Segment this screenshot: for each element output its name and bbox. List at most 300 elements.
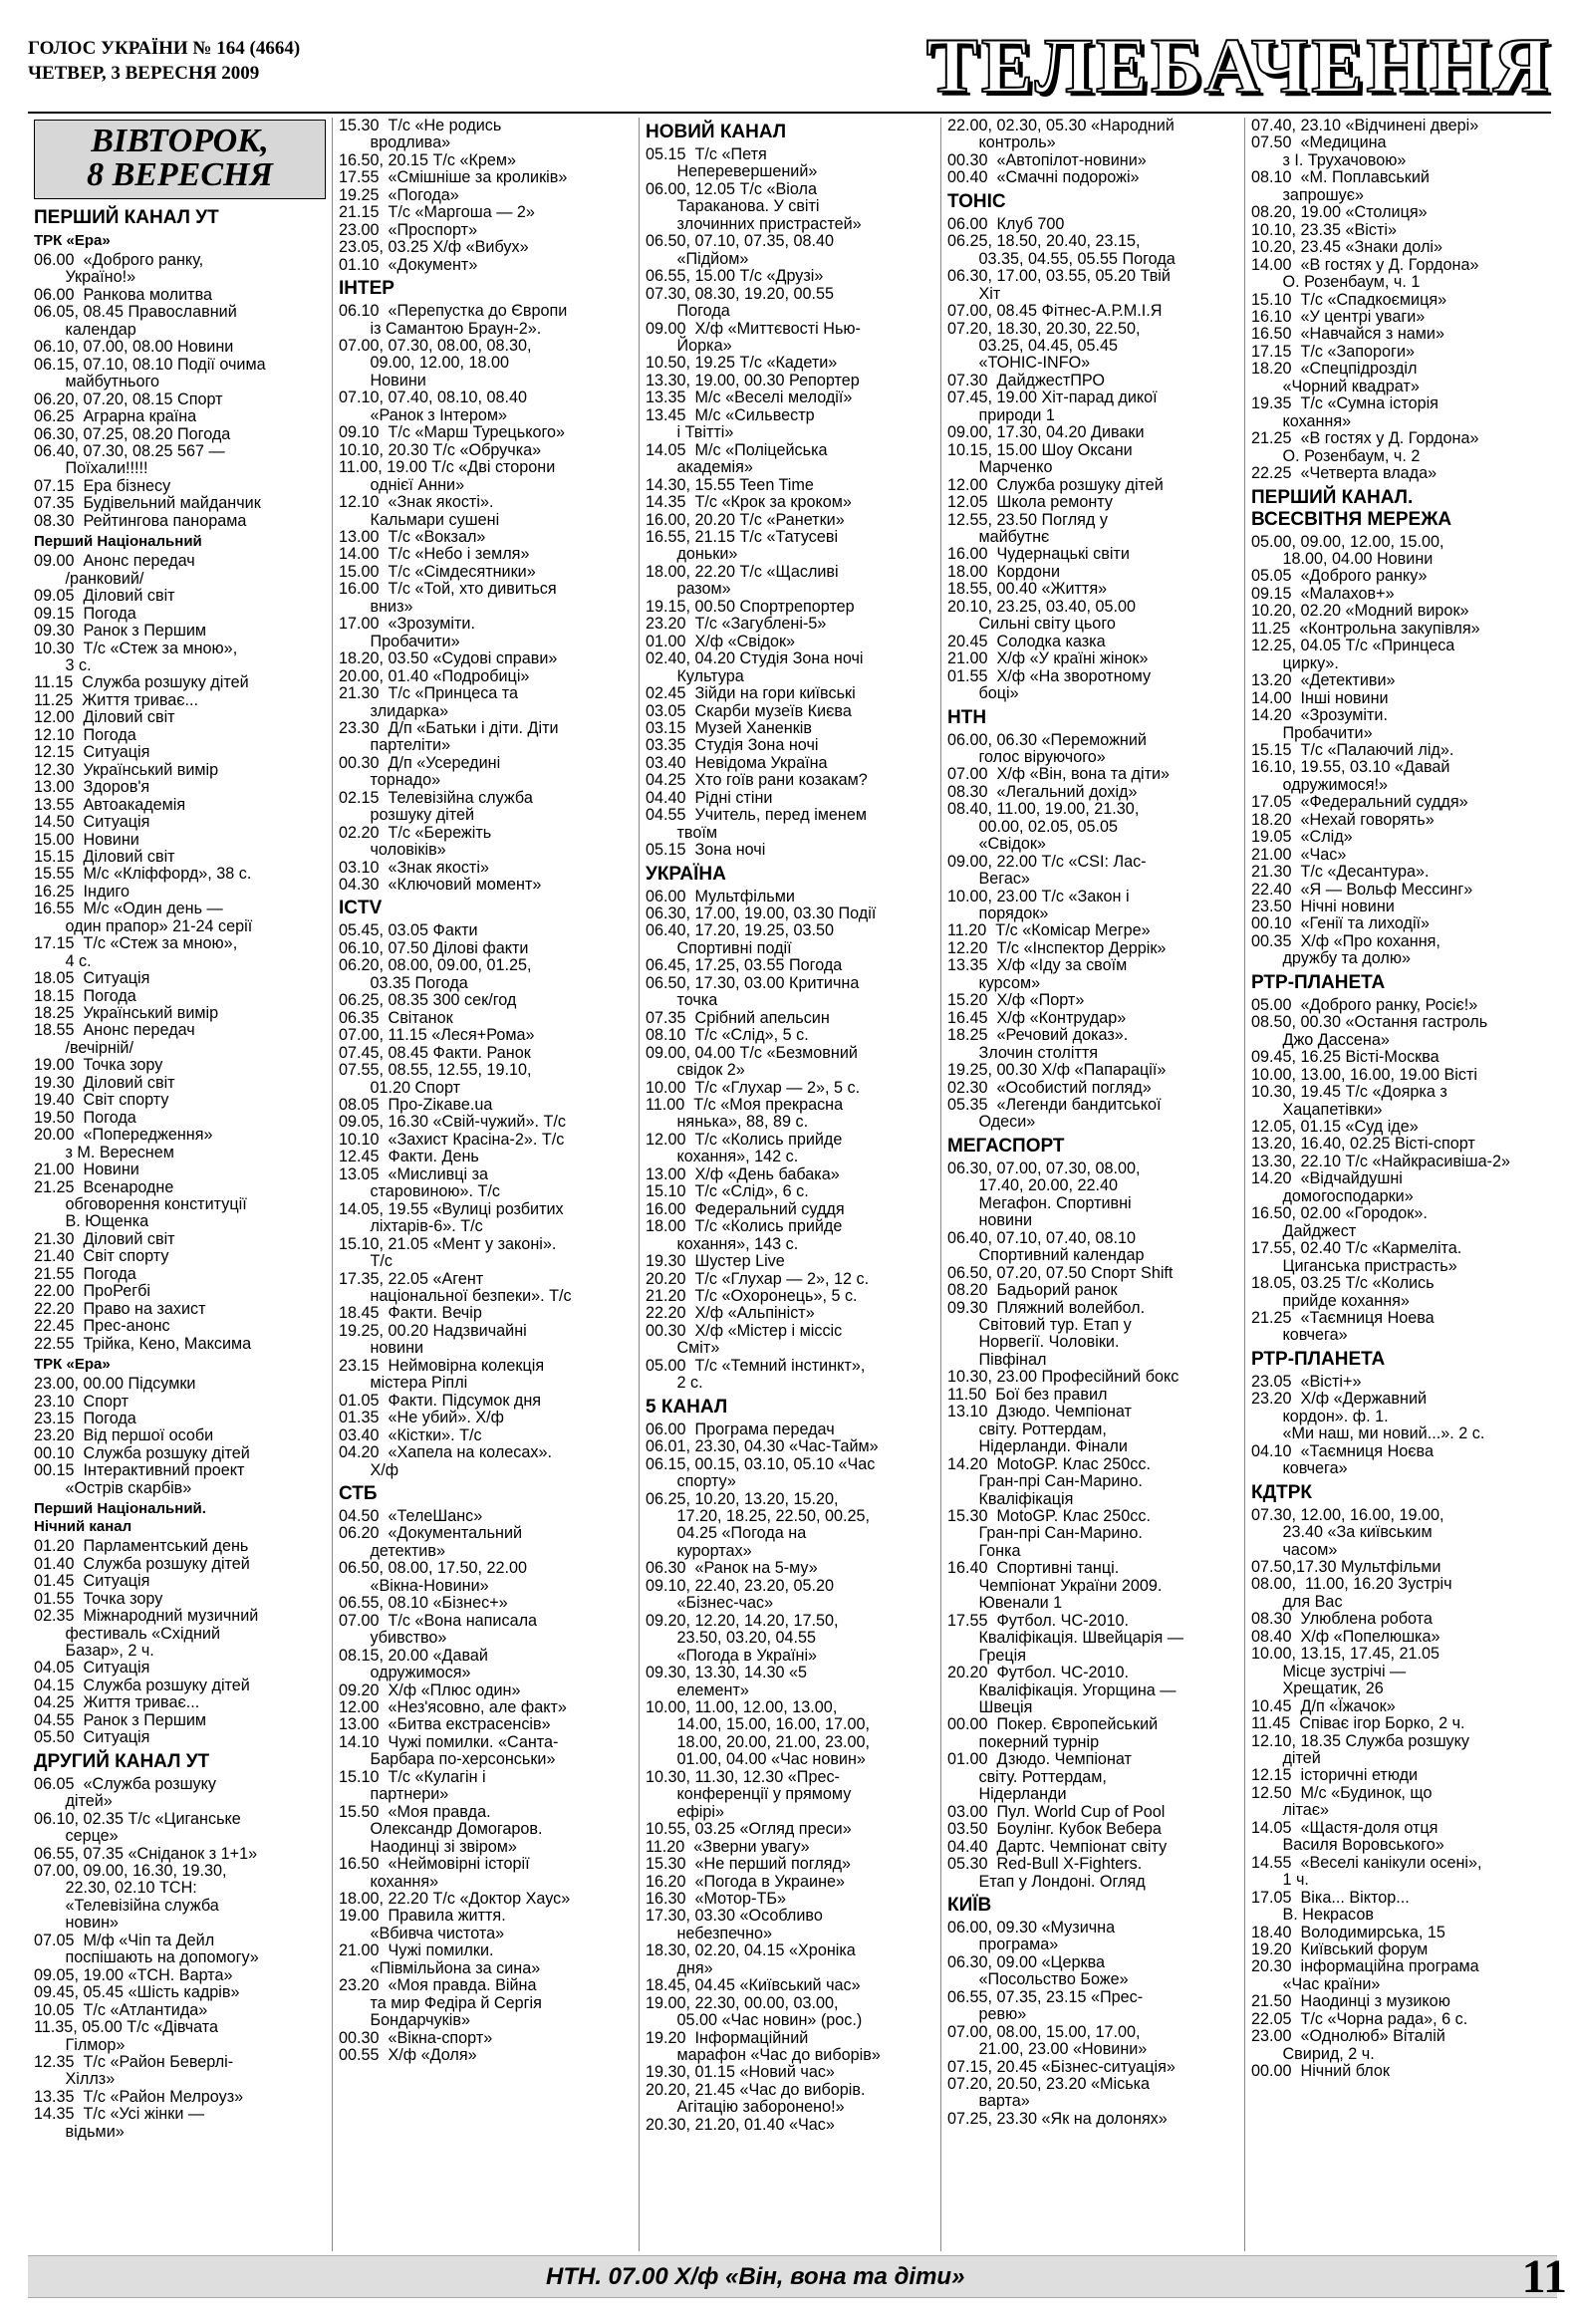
schedule-entry: 15.00 Т/с «Сімдесятники» [339,562,536,581]
schedule-entry: 19.00 Точка зору [34,1056,163,1075]
schedule-entry: 07.30, 12.00, 16.00, 19.00, 23.40 «За київським часом» [1251,1505,1444,1559]
schedule-entry: 19.25 «Погода» [339,185,459,204]
schedule-entry: 19.20 Інформаційний марафон «Час до виборів» [646,2028,881,2065]
schedule-entry: 14.35 Т/с «Крок за кроком» [646,493,852,512]
schedule-entry: 20.00, 01.40 «Подробиці» [339,666,530,685]
schedule-entry: 11.00 Т/с «Моя прекрасна нянька», 88, 89 с. [646,1096,844,1132]
schedule-entry: 15.20 Х/ф «Порт» [947,991,1085,1010]
schedule-entry: 21.30 Т/с «Десантура». [1251,863,1430,882]
schedule-entry: 10.30, 11.30, 12.30 «Прес- конференції у прямому ефірі» [646,1767,852,1821]
schedule-entry: 21.20 Т/с «Охоронець», 5 с. [646,1287,858,1305]
schedule-entry: 11.25 Життя триває... [34,690,199,709]
schedule-entry: 08.15, 20.00 «Давай одружимося» [339,1646,488,1682]
schedule-entry: 08.50, 00.30 «Остання гастроль Джо Дассена» [1251,1013,1488,1049]
schedule-entry: 03.50 Боулінг. Кубок Вебера [947,1820,1162,1839]
schedule-entry: 05.05 «Доброго ранку» [1251,567,1428,586]
schedule-entry: 16.00 Чудернацькі світи [947,545,1130,564]
schedule-entry: 14.00 «В гостях у Д. Гордона» О. Розенбаум, ч. 1 [1251,255,1479,292]
schedule-entry: 14.30, 15.55 Teen Time [646,475,814,494]
schedule-entry: 21.25 Всенародне обговорення конституції В. Ющенка [34,1177,247,1231]
schedule-entry: 06.10, 02.35 Т/с «Циганське серце» [34,1809,241,1846]
schedule-entry: 10.05 Т/с «Атлантида» [34,2000,208,2019]
schedule-entry: 07.00, 08.45 Фітнес-А.Р.М.І.Я [947,302,1163,321]
schedule-entry: 00.15 Інтерактивний проект «Острів скарбів» [34,1461,245,1497]
schedule-entry: 22.55 Трійка, Кено, Максима [34,1334,252,1353]
schedule-entry: 23.00 «Однолюб» Віталій Свирид, 2 ч. [1251,2027,1445,2063]
schedule-entry: 14.55 «Веселі канікули осені», 1 ч. [1251,1853,1482,1890]
schedule-entry: 23.30 Д/п «Батьки і діти. Діти партеліти» [339,718,559,755]
schedule-entry: 01.20 Парламентський день [34,1537,249,1556]
schedule-entry: 23.20 Т/с «Загублені-5» [646,615,827,634]
schedule-entry: 10.30 Т/с «Стеж за мною», 3 с. [34,639,238,674]
schedule-entry: 06.10, 07.50 Ділові факти [339,938,529,957]
schedule-entry: 09.15 Погода [34,604,136,623]
schedule-column-2 [332,118,639,2251]
channel-heading: КИЇВ [947,1894,992,1916]
schedule-entry: 10.55, 03.25 «Огляд преси» [646,1820,852,1839]
schedule-entry: 22.45 Прес-анонс [34,1317,170,1336]
schedule-entry: 20.20 Футбол. ЧС-2010. Кваліфікація. Угорщина — Швеція [947,1664,1177,1716]
schedule-entry: 09.00, 22.00 Т/с «CSI: Лас- Вегас» [947,852,1147,889]
schedule-entry: 13.00 Х/ф «День бабака» [646,1164,840,1183]
schedule-entry: 23.20 Х/ф «Державний кордон». ф. 1. «Ми наш, ми новий...». 2 с. [1251,1390,1485,1443]
schedule-entry: 09.05, 16.30 «Свій-чужий». Т/с [339,1113,566,1132]
channel-heading: СТБ [339,1482,378,1504]
schedule-entry: 01.45 Ситуація [34,1572,150,1591]
schedule-entry: 13.30, 22.10 Т/с «Найкрасивіша-2» [1251,1152,1511,1170]
schedule-entry: 16.50 «Навчайся з нами» [1251,325,1444,344]
schedule-entry: 10.10, 23.35 «Вісті» [1251,220,1398,239]
footer-bar [28,2255,1557,2298]
schedule-entry: 01.00 Х/ф «Свідок» [646,632,796,650]
schedule-entry: 14.05, 19.55 «Вулиці розбитих ліхтарів-6». Т/с [339,1199,564,1236]
schedule-entry: 17.15 Т/с «Запороги» [1251,342,1415,361]
schedule-entry: 20.30, 21.20, 01.40 «Час» [646,2115,835,2134]
schedule-entry: 16.50 «Неймовірні історії кохання» [339,1855,530,1891]
schedule-entry: 02.20 Т/с «Бережіть чоловіків» [339,823,492,860]
schedule-entry: 06.15, 07.10, 08.10 Події очима майбутнього [34,355,266,391]
schedule-entry: 23.20 «Моя правда. Війна та мир Федіра й Сергія Бондарчуків» [339,1976,542,2030]
schedule-entry: 18.20 «Нехай говорять» [1251,810,1435,829]
page-number: 11 [1521,2250,1567,2303]
schedule-entry: 02.15 Телевізійна служба розшуку дітей [339,788,533,825]
schedule-entry: 00.30 «Вікна-спорт» [339,2028,493,2047]
column-content [1251,118,1546,2081]
schedule-entry: 15.10 Т/с «Кулагін і партнери» [339,1767,486,1804]
schedule-entry: 16.45 Х/ф «Контрудар» [947,1008,1127,1027]
schedule-entry: 06.20, 08.00, 09.00, 01.25, 03.35 Погода [339,956,532,992]
schedule-entry: 14.35 Т/с «Усі жінки — відьми» [34,2105,205,2141]
schedule-entry: 06.40, 07.30, 08.25 567 — Поїхали!!!!! [34,441,225,478]
schedule-entry: 23.50 Нічні новини [1251,898,1395,916]
schedule-entry: 04.40 Рідні стіни [646,788,773,807]
schedule-entry: 06.00, 09.30 «Музична програма» [947,1918,1116,1954]
schedule-entry: 11.25 «Контрольна закупівля» [1251,619,1480,638]
schedule-entry: 18.05, 03.25 Т/с «Колись прийде кохання» [1251,1274,1435,1310]
schedule-entry: 13.10 Дзюдо. Чемпіонат світу. Роттердам, Нідерланди. Фінали [947,1403,1132,1456]
schedule-entry: 06.00 Програма передач [646,1420,835,1438]
schedule-entry: 15.30 MotoGP. Клас 250cc. Гран-прі Сан-Марино. Гонка [947,1506,1151,1560]
schedule-entry: 03.40 «Кістки». Т/с [339,1425,482,1444]
schedule-entry: 14.50 Ситуація [34,813,150,832]
schedule-entry: 21.55 Погода [34,1264,136,1283]
schedule-entry: 06.25 Аграрна країна [34,407,197,426]
schedule-entry: 05.15 Т/с «Петя Неперевершений» [646,145,818,181]
footer-promo: НТН. 07.00 Х/ф «Він, вона та діти» [546,2263,965,2290]
schedule-entry: 15.10 Т/с «Спадкоємиця» [1251,290,1447,309]
schedule-entry: 06.10, 07.00, 08.00 Новини [34,338,234,357]
schedule-entry: 12.05 Школа ремонту [947,493,1113,512]
schedule-entry: 12.05, 01.15 «Суд іде» [1251,1118,1419,1137]
schedule-entry: 21.25 «В гостях у Д. Гордона» О. Розенбаум, ч. 2 [1251,429,1479,465]
schedule-column-1 [28,118,332,2251]
schedule-entry: 16.00 Т/с «Той, хто дивиться вниз» [339,580,557,616]
schedule-entry: 07.35 Будівельний майданчик [34,494,261,513]
schedule-subheading: Перший Національний. Нічний канал [34,1500,206,1536]
schedule-entry: 06.30, 09.00 «Церква «Посольство Боже» [947,1952,1129,1989]
schedule-entry: 13.20 «Детективи» [1251,671,1396,690]
schedule-entry: 18.00, 22.20 Т/с «Щасливі разом» [646,562,839,599]
schedule-entry: 08.30 «Легальний дохід» [947,782,1138,801]
schedule-entry: 21.30 Т/с «Принцеса та злидарка» [339,684,519,720]
schedule-entry: 08.05 Про-Zікаве.ua [339,1096,493,1115]
schedule-entry: 06.00, 06.30 «Переможний голос віруючого» [947,730,1147,766]
schedule-entry: 21.50 Наодинці з музикою [1251,1992,1450,2011]
schedule-entry: 15.00 Новини [34,830,139,849]
schedule-entry: 18.25 «Речовий доказ». Злочин століття [947,1026,1129,1062]
schedule-entry: 08.40 Х/ф «Попелюшка» [1251,1627,1440,1646]
schedule-entry: 09.00 Х/ф «Миттєвості Нью- Йорка» [646,319,861,355]
schedule-entry: 18.20 «Спецпідрозділ «Чорний квадрат» [1251,360,1420,395]
schedule-entry: 09.10 Т/с «Марш Турецького» [339,423,566,442]
schedule-entry: 09.00 Анонс передач /ранковий/ [34,552,195,588]
schedule-entry: 13.45 М/с «Сильвестр і Твітті» [646,405,815,442]
schedule-entry: 07.00, 07.30, 08.00, 08.30, 09.00, 12.00, 18.00 Новини [339,336,532,389]
schedule-entry: 19.00 Правила життя. «Вбивча чистота» [339,1907,506,1942]
schedule-entry: 12.35 Т/с «Район Беверлі- Хіллз» [34,2052,234,2089]
channel-heading: ІНТЕР [339,278,394,300]
schedule-entry: 10.10, 20.30 Т/с «Обручка» [339,440,542,459]
schedule-entry: 05.00 «Доброго ранку, Росіє!» [1251,995,1478,1014]
channel-heading: МЕГАСПОРТ [947,1135,1065,1157]
schedule-entry: 19.50 Погода [34,1108,136,1127]
schedule-entry: 08.10 «М. Поплавський запрошує» [1251,168,1430,204]
schedule-entry: 02.40, 04.20 Студія Зона ночі Культура [646,649,864,685]
schedule-entry: 07.40, 23.10 «Відчинені двері» [1251,118,1479,134]
schedule-entry: 20.45 Солодка казка [947,632,1106,650]
schedule-entry: 13.30, 19.00, 00.30 Репортер [646,371,860,389]
schedule-entry: 06.25, 10.20, 13.20, 15.20, 17.20, 18.25, 22.50, 00.25, 04.25 «Погода на курортах» [646,1489,870,1560]
schedule-entry: 19.25, 00.20 Надзвичайні новини [339,1321,527,1358]
schedule-entry: 10.30, 19.45 Т/с «Доярка з Хацапетівки» [1251,1083,1447,1119]
schedule-entry: 22.00 ПроРегбі [34,1282,151,1301]
schedule-entry: 12.00 «Нез'ясовно, але факт» [339,1697,567,1716]
schedule-entry: 01.10 «Документ» [339,255,478,274]
schedule-entry: 06.55, 07.35, 23.15 «Прес- ревю» [947,1987,1144,2024]
schedule-entry: 11.15 Служба розшуку дітей [34,673,249,692]
schedule-entry: 12.55, 23.50 Погляд у майбутнє [947,510,1108,546]
schedule-entry: 07.45, 08.45 Факти. Ранок [339,1043,531,1062]
schedule-entry: 00.40 «Смачні подорожі» [947,168,1140,187]
masthead [28,22,1552,109]
channel-heading: ПЕРШИЙ КАНАЛ. ВСЕСВІТНЯ МЕРЕЖА [1251,486,1452,530]
schedule-entry: 10.00, 11.00, 12.00, 13.00, 14.00, 15.00, 16.00, 17.00, 18.00, 20.00, 21.00, 23.00, 01.00, 04.00 «Час новин» [646,1697,870,1769]
schedule-entry: 07.20, 18.30, 20.30, 22.50, 03.25, 04.45, 05.45 «ТОНІС-INFO» [947,319,1141,373]
schedule-entry: 19.30 Шустер Live [646,1252,785,1271]
schedule-entry: 19.25, 00.30 Х/ф «Папарації» [947,1061,1167,1080]
schedule-entry: 00.35 Х/ф «Про кохання, дружбу та долю» [1251,931,1440,968]
schedule-entry: 15.50 «Моя правда. Олександр Домогаров. Наодинці зі звіром» [339,1802,543,1856]
schedule-entry: 21.00 Чужі помилки. «Півмільйона за сина» [339,1941,541,1977]
schedule-entry: 19.30, 01.15 «Новий час» [646,2063,835,2082]
schedule-entry: 21.40 Світ спорту [34,1247,169,1266]
schedule-entry: 17.05 «Федеральний суддя» [1251,793,1468,812]
schedule-entry: 12.30 Український вимір [34,760,219,779]
schedule-entry: 06.55, 15.00 Т/с «Друзі» [646,267,824,286]
schedule-entry: 07.00 Х/ф «Він, вона та діти» [947,765,1171,784]
schedule-entry: 02.35 Міжнародний музичний фестиваль «Східний Базар», 2 ч. [34,1607,259,1660]
channel-heading: НОВИЙ КАНАЛ [646,122,787,142]
schedule-entry: 12.10, 18.35 Служба розшуку дітей [1251,1731,1470,1767]
schedule-entry: 19.40 Світ спорту [34,1091,169,1110]
schedule-entry: 05.30 Red-Bull X-Fighters. Етап у Лондоні. Огляд [947,1855,1146,1891]
schedule-entry: 04.30 «Ключовий момент» [339,876,542,895]
section-title: ТЕЛЕБАЧЕННЯ [925,22,1552,109]
schedule-entry: 20.20, 21.45 «Час до виборів. Агітацію заборонено!» [646,2080,866,2117]
schedule-entry: 06.50, 07.20, 07.50 Спорт Shift [947,1263,1174,1282]
channel-heading: РТР-ПЛАНЕТА [1251,1348,1386,1370]
schedule-entry: 01.55 Точка зору [34,1589,163,1608]
schedule-entry: 09.30 Пляжний волейбол. Світовий тур. Етап у Норвегії. Чоловіки. Півфінал [947,1298,1146,1369]
schedule-entry: 08.30 Улюблена робота [1251,1610,1433,1629]
schedule-entry: 22.20 Право на захист [34,1299,206,1318]
schedule-entry: 18.25 Український вимір [34,1004,219,1023]
schedule-entry: 13.00 «Битва екстрасенсів» [339,1715,551,1734]
paper-name-issue: ГОЛОС УКРАЇНИ № 164 (4664) [28,38,301,59]
schedule-entry: 19.35 Т/с «Сумна історія кохання» [1251,394,1439,430]
schedule-entry: 23.00 «Проспорт» [339,220,478,239]
schedule-entry: 10.00, 13.00, 16.00, 19.00 Вісті [1251,1065,1478,1084]
schedule-entry: 15.10 Т/с «Слід», 6 с. [646,1182,809,1201]
channel-heading: КДТРК [1251,1481,1313,1503]
schedule-entry: 17.30, 03.30 «Особливо небезпечно» [646,1907,823,1942]
schedule-entry: 18.40 Володимирська, 15 [1251,1923,1445,1941]
schedule-entry: 00.00 Покер. Європейський покерний турнір [947,1715,1159,1751]
schedule-entry: 06.30, 07.25, 08.20 Погода [34,424,231,443]
schedule-entry: 13.35 Х/ф «Іду за своїм курсом» [947,956,1128,992]
schedule-entry: 03.10 «Знак якості» [339,858,489,877]
schedule-entry: 12.45 Факти. День [339,1148,479,1166]
schedule-entry: 17.55, 02.40 Т/с «Кармеліта. Циганська пристрасть» [1251,1239,1462,1275]
schedule-entry: 08.40, 11.00, 19.00, 21.30, 00.00, 02.05, 05.05 «Свідок» [947,800,1140,854]
schedule-entry: 06.30, 17.00, 03.55, 05.20 Твій Хіт [947,267,1171,303]
schedule-entry: 07.10, 07.40, 08.10, 08.40 «Ранок з Інтером» [339,388,528,424]
schedule-entry: 06.05 «Служба розшуку дітей» [34,1774,217,1811]
schedule-entry: 04.55 Учитель, перед іменем твоїм [646,806,867,842]
schedule-entry: 18.45 Факти. Вечір [339,1304,482,1323]
schedule-entry: 23.20 Від першої особи [34,1426,214,1445]
schedule-entry: 08.30 Рейтингова панорама [34,511,247,530]
schedule-entry: 13.55 Автоакадемія [34,795,186,814]
channel-heading: ПЕРШИЙ КАНАЛ УТ [34,207,219,228]
schedule-entry: 23.15 Погода [34,1410,136,1427]
schedule-entry: 16.10 «У центрі уваги» [1251,307,1426,326]
schedule-entry: 17.00 «Зрозуміти. Пробачити» [339,615,475,650]
schedule-entry: 09.05 Діловий світ [34,587,175,606]
schedule-entry: 16.40 Спортивні танці. Чемпіонат України 2009. Ювенали 1 [947,1559,1163,1613]
column-content [947,118,1238,2128]
schedule-entry: 21.00 Новини [34,1161,139,1179]
schedule-entry: 13.20, 16.40, 02.25 Вісті-спорт [1251,1135,1475,1154]
schedule-entry: 15.10, 21.05 «Мент у законі». Т/с [339,1234,557,1271]
schedule-entry: 04.15 Служба розшуку дітей [34,1676,250,1694]
schedule-entry: 21.30 Діловий світ [34,1229,175,1248]
schedule-entry: 12.20 Т/с «Інспектор Деррік» [947,938,1167,957]
schedule-entry: 16.00 Федеральний суддя [646,1199,845,1218]
column-content [646,122,934,2134]
schedule-entry: 10.00, 23.00 Т/с «Закон і порядок» [947,887,1130,923]
schedule-entry: 10.00 Т/с «Глухар — 2», 5 с. [646,1078,861,1097]
schedule-entry: 19.20 Київський форум [1251,1939,1429,1958]
schedule-entry: 03.35 Студія Зона ночі [646,736,819,755]
schedule-entry: 07.00, 11.15 «Леся+Рома» [339,1026,535,1045]
schedule-entry: 08.20, 19.00 «Столиця» [1251,203,1428,222]
schedule-columns [28,118,1552,2251]
schedule-entry: 14.05 М/с «Поліцейська академія» [646,440,828,477]
schedule-entry: 01.35 «Не убий». Х/ф [339,1409,504,1427]
schedule-entry: 00.00 Нічний блок [1251,2062,1391,2081]
schedule-subheading: ТРК «Ера» [34,232,111,249]
schedule-entry: 07.05 М/ф «Чіп та Дейл поспішають на допомогу» [34,1931,259,1967]
schedule-entry: 06.15, 00.15, 03.10, 05.10 «Час спорту» [646,1454,876,1491]
schedule-entry: 17.35, 22.05 «Агент національної безпеки». Т/с [339,1269,572,1305]
channel-heading: НТН [947,706,987,728]
schedule-entry: 07.20, 20.50, 23.20 «Міська варта» [947,2075,1151,2111]
schedule-entry: 04.05 Ситуація [34,1659,150,1678]
schedule-entry: 06.50, 07.10, 07.35, 08.40 «Підйом» [646,232,835,268]
schedule-entry: 14.20 «Зрозуміти. Пробачити» [1251,706,1388,742]
schedule-entry: 11.35, 05.00 Т/с «Дівчата Гілмор» [34,2018,219,2054]
schedule-entry: 09.30 Ранок з Першим [34,622,207,641]
schedule-entry: 07.55, 08.55, 12.55, 19.10, 01.20 Спорт [339,1061,532,1097]
schedule-entry: 18.15 Погода [34,986,136,1005]
schedule-entry: 23.15 Неймовірна колекція містера Ріплі [339,1356,545,1393]
schedule-entry: 06.00 Клуб 700 [947,214,1065,233]
schedule-entry: 09.45, 05.45 «Шість кадрів» [34,1983,240,2002]
schedule-entry: 10.20, 23.45 «Знаки долі» [1251,238,1442,257]
schedule-entry: 20.30 інформаційна програма «Час країни» [1251,1957,1479,1993]
schedule-entry: 17.55 «Смішніше за кроликів» [339,168,568,187]
schedule-entry: 06.05, 08.45 Православний календар [34,303,237,339]
schedule-entry: 16.30 «Мотор-ТБ» [646,1889,786,1908]
schedule-entry: 10.15, 15.00 Шоу Оксани Марченко [947,440,1133,477]
schedule-entry: 04.55 Ранок з Першим [34,1710,207,1729]
schedule-entry: 16.25 Індиго [34,882,130,901]
schedule-entry: 03.40 Невідома Україна [646,753,828,772]
schedule-entry: 06.50, 08.00, 17.50, 22.00 «Вікна-Новини» [339,1559,528,1595]
schedule-entry: 21.00 «Час» [1251,845,1347,864]
schedule-entry: 13.05 «Мисливці за старовиною». Т/с [339,1164,501,1201]
schedule-entry: 12.50 М/с «Будинок, що літає» [1251,1783,1433,1820]
schedule-entry: 11.50 Бої без правил [947,1385,1108,1404]
schedule-entry: 20.20 Т/с «Глухар — 2», 12 с. [646,1269,870,1288]
schedule-entry: 21.25 «Таємниця Ноева ковчега» [1251,1309,1435,1345]
schedule-entry: 01.05 Факти. Підсумок дня [339,1391,542,1410]
schedule-entry: 04.40 Дартс. Чемпіонат світу [947,1837,1168,1856]
schedule-entry: 06.35 Світанок [339,1008,453,1027]
schedule-entry: 07.15, 20.45 «Бізнес-ситуація» [947,2057,1176,2076]
schedule-entry: 05.15 Зона ночі [646,841,766,860]
schedule-entry: 04.25 Життя триває... [34,1693,200,1712]
schedule-entry: 09.20, 12.20, 14.20, 17.50, 23.50, 03.20, 04.55 «Погода в Україні» [646,1611,839,1665]
schedule-entry: 22.05 Т/с «Чорна рада», 6 с. [1251,2009,1468,2028]
schedule-entry: 13.35 М/с «Веселі мелодії» [646,388,853,407]
schedule-entry: 11.20 Т/с «Комісар Мегре» [947,921,1151,940]
schedule-entry: 14.00 Інші новини [1251,688,1389,707]
schedule-entry: 23.10 Спорт [34,1392,130,1411]
schedule-entry: 12.10 Погода [34,725,136,744]
schedule-entry: 07.30 ДайджестПРО [947,371,1105,389]
schedule-entry: 12.00 Служба розшуку дітей [947,475,1164,494]
schedule-entry: 15.55 М/с «Кліффорд», 38 с. [34,865,252,884]
schedule-entry: 18.00 Кордони [947,562,1060,581]
schedule-entry: 06.50, 17.30, 03.00 Критична точка [646,973,860,1010]
schedule-entry: 19.00, 22.30, 00.00, 03.00, 05.00 «Час новин» (рос.) [646,1993,863,2030]
schedule-entry: 06.10 «Перепустка до Європи із Самантою Браун-2». [339,302,568,338]
day-title: ВІВТОРОК, 8 ВЕРЕСНЯ [87,123,273,193]
top-rule [28,112,1551,114]
schedule-entry: 12.15 історичні етюди [1251,1766,1419,1785]
schedule-entry: 23.05, 03.25 Х/ф «Вибух» [339,238,529,257]
channel-heading: РТР-ПЛАНЕТА [1251,971,1386,993]
schedule-entry: 03.05 Скарби музеїв Києва [646,701,852,720]
schedule-entry: 04.10 «Таємниця Ноєва ковчега» [1251,1441,1434,1478]
schedule-entry: 06.20, 07.20, 08.15 Спорт [34,389,223,408]
schedule-entry: 06.55, 08.10 «Бізнес+» [339,1594,508,1613]
schedule-entry: 00.30 Х/ф «Містер і міссіс Сміт» [646,1321,843,1358]
schedule-entry: 03.00 Пул. World Cup of Pool [947,1802,1166,1821]
schedule-entry: 14.20 MotoGP. Клас 250cc. Гран-прі Сан-Марино. Кваліфікація [947,1454,1151,1508]
column-content [34,207,326,2141]
publication-date: ЧЕТВЕР, 3 ВЕРЕСНЯ 2009 [28,63,260,84]
schedule-entry: 09.30, 13.30, 14.30 «5 елемент» [646,1664,808,1699]
schedule-entry: 11.20 «Зверни увагу» [646,1837,810,1856]
schedule-entry: 18.00, 22.20 Т/с «Доктор Хаус» [339,1889,571,1908]
schedule-entry: 22.40 «Я — Вольф Мессинг» [1251,880,1473,899]
schedule-entry: 09.05, 19.00 «ТСН. Варта» [34,1965,233,1984]
schedule-entry: 12.25, 04.05 Т/с «Принцеса цирку». [1251,637,1455,672]
schedule-entry: 09.00, 17.30, 04.20 Диваки [947,423,1145,442]
schedule-entry: 09.15 «Малахов+» [1251,584,1395,603]
schedule-entry: 16.00, 20.20 Т/с «Ранетки» [646,510,845,529]
schedule-entry: 01.40 Служба розшуку дітей [34,1554,250,1573]
schedule-entry: 20.00 «Попередження» з М. Вереснем [34,1126,213,1162]
schedule-entry: 19.30 Діловий світ [34,1073,175,1092]
schedule-entry: 18.55, 00.40 «Життя» [947,580,1108,599]
schedule-entry: 07.35 Срібний апельсин [646,1008,830,1027]
schedule-entry: 06.25, 18.50, 20.40, 23.15, 03.35, 04.55, 05.55 Погода [947,232,1176,268]
schedule-entry: 16.50, 20.15 Т/с «Крем» [339,150,517,169]
schedule-entry: 22.25 «Четверта влада» [1251,464,1438,483]
day-heading [34,120,326,199]
schedule-entry: 14.05 «Щастя-доля отця Василя Воровського» [1251,1818,1444,1855]
schedule-entry: 06.40, 17.20, 19.25, 03.50 Спортивні події [646,921,835,957]
schedule-entry: 15.15 Т/с «Палаючий лід». [1251,740,1454,759]
schedule-entry: 14.00 Т/с «Небо і земля» [339,545,530,564]
schedule-subheading: ТРК «Ера» [34,1356,111,1374]
schedule-entry: 13.00 Здоров'я [34,778,150,797]
schedule-entry: 05.35 «Легенди бандитської Одеси» [947,1096,1162,1132]
